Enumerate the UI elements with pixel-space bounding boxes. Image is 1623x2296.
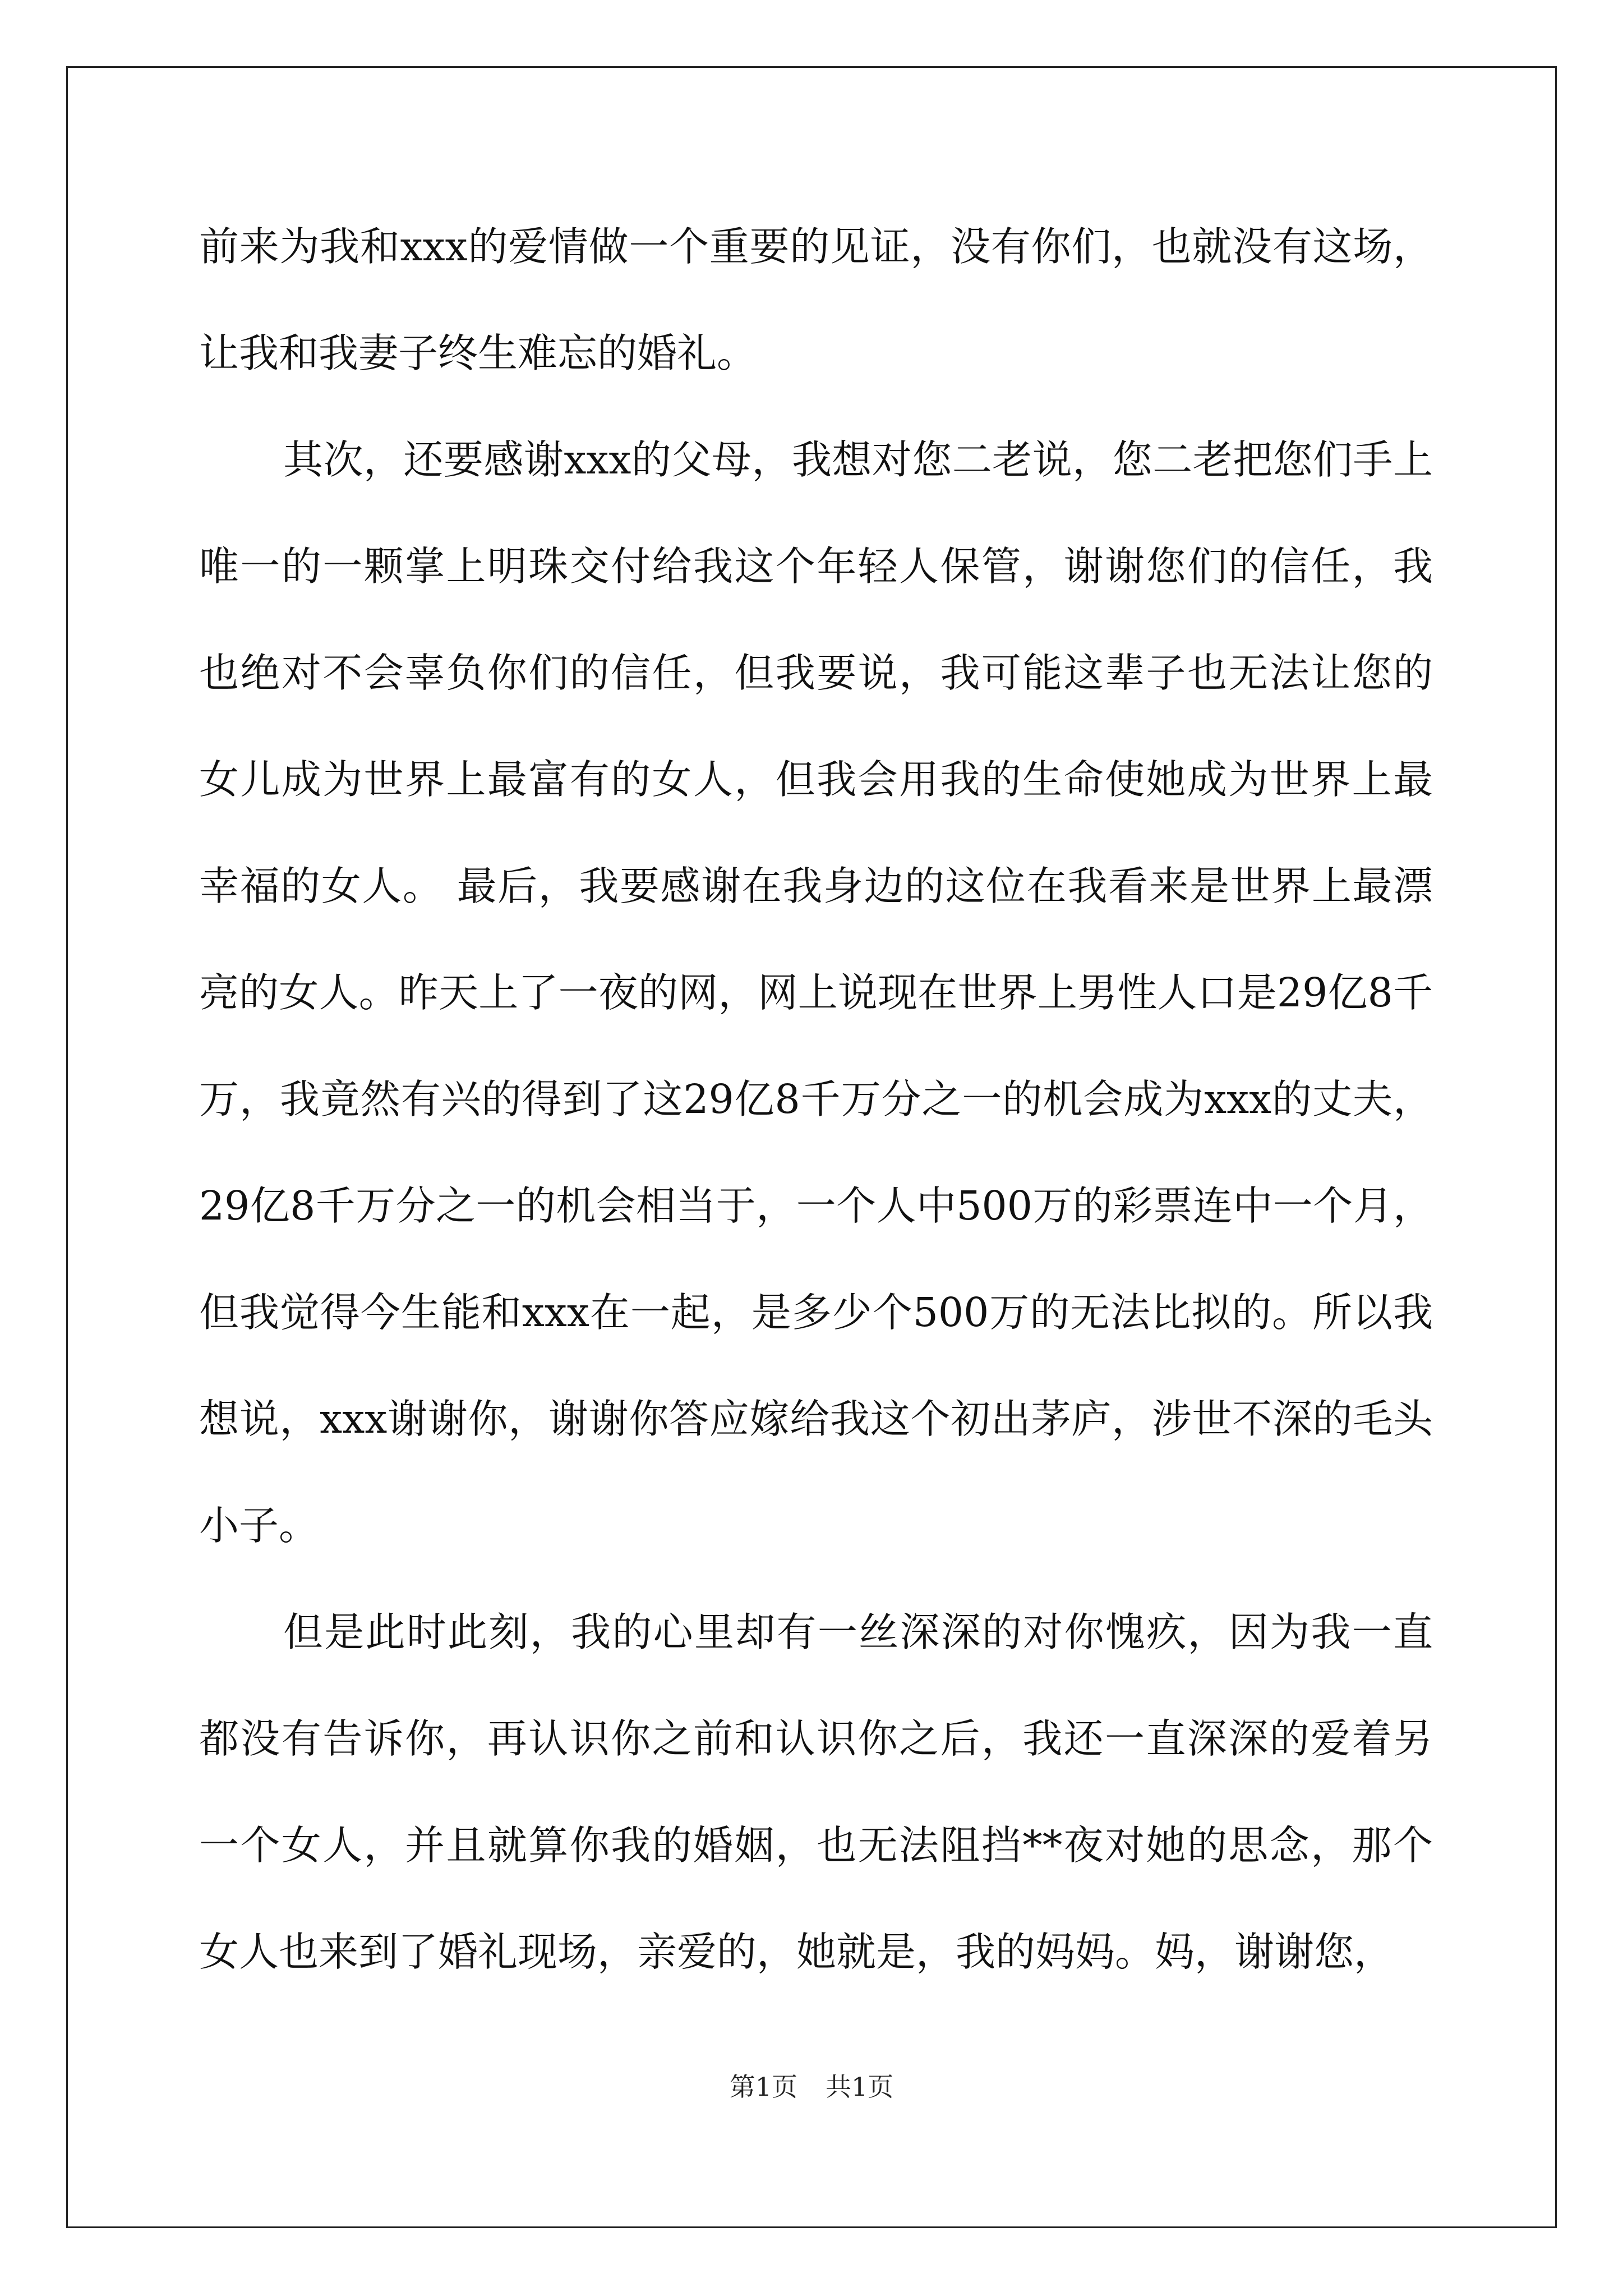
paragraph-2: 其次，还要感谢xxx的父母，我想对您二老说，您二老把您们手上唯一的一颗掌上明珠交付给我这个年轻人保管，谢谢您们的信任，我也绝对不会辜负你们的信任，但我要说，我可能这辈子也无法让您的女儿成为世界上最富有的女人，但我会用我的生命使她成为世界上最幸福的女人。 最后，我要感谢在我身边的这位在我看来是世界上最漂亮的女人。昨天上了一夜的网，网上说现在世界上男性人口是29亿8千万，我竟然有兴的得到了这29亿8千万分之一的机会成为xxx的丈夫，29亿8千万分之一的机会相当于，一个人中500万的彩票连中一个月，但我觉得今生能和xxx在一起，是多少个500万的无法比拟的。所以我想说，xxx谢谢你，谢谢你答应嫁给我这个初出茅庐，涉世不深的毛头小子。: [199, 436, 1433, 1549]
document-body: [199, 194, 1433, 2005]
page-number: 第1页: [729, 2072, 797, 2102]
paragraph-3: 但是此时此刻，我的心里却有一丝深深的对你愧疚，因为我一直都没有告诉你，再认识你之前和认识你之后，我还一直深深的爱着另一个女人，并且就算你我的婚姻，也无法阻挡**夜对她的思念，那个女人也来到了婚礼现场，亲爱的，她就是，我的妈妈。妈，谢谢您，: [199, 1609, 1433, 1975]
paragraph-1: 前来为我和xxx的爱情做一个重要的见证，没有你们，也就没有这场，让我和我妻子终生难忘的婚礼。: [199, 223, 1433, 376]
page-footer: [0, 2070, 1623, 2104]
total-pages: 共1页: [826, 2072, 894, 2102]
